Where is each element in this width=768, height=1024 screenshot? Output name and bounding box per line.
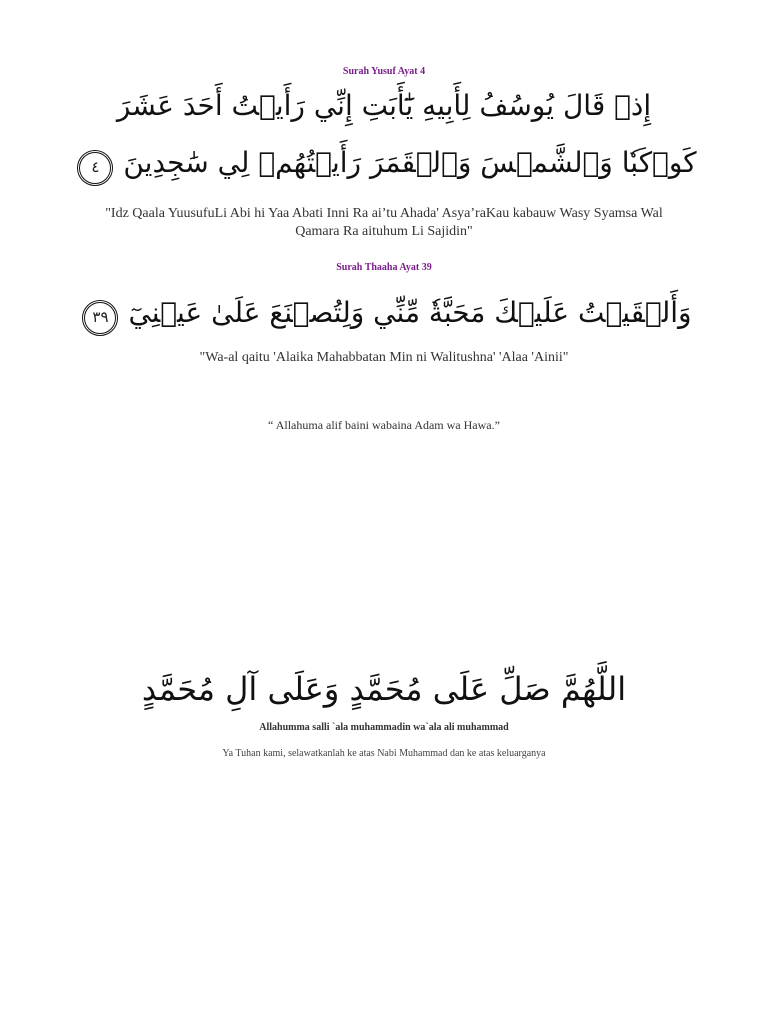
yusuf-transliteration-line-1: "Idz Qaala YuusufuLi Abi hi Yaa Abati Inni Ra ai’tu Ahada' Asya’raKau kabauw Wasy Syamsa Wal — [105, 206, 663, 221]
thaaha-transliteration: "Wa-al qaitu 'Alaika Mahabbatan Min ni Walitushna' 'Alaa 'Ainii" — [199, 350, 569, 365]
yusuf-arabic-line-1: إِذۡ قَالَ يُوسُفُ لِأَبِيهِ يَٰٓأَبَتِ إِنِّي رَأَيۡتُ أَحَدَ عَشَرَ — [116, 89, 652, 122]
ayah-number-marker: ٣٩ — [82, 300, 118, 336]
thaaha-arabic-line: وَأَلۡقَيۡتُ عَلَيۡكَ مَحَبَّةٗ مِّنِّي وَلِتُصۡنَعَ عَلَىٰ عَيۡنِيٓ — [128, 296, 692, 329]
ayah-number-marker: ٤ — [77, 150, 113, 186]
salawat-translation: Ya Tuhan kami, selawatkanlah ke atas Nabi Muhammad dan ke atas keluarganya — [222, 748, 546, 759]
yusuf-transliteration-line-2: Qamara Ra aituhum Li Sajidin" — [295, 224, 473, 239]
surah-yusuf-heading: Surah Yusuf Ayat 4 — [342, 66, 426, 77]
yusuf-arabic-line-2-row — [0, 140, 768, 186]
thaaha-arabic-row — [0, 290, 768, 336]
yusuf-transliteration — [0, 205, 768, 241]
surah-thaaha-heading: Surah Thaaha Ayat 39 — [336, 262, 432, 273]
salawat-arabic: اللَّهُمَّ صَلِّ عَلَى مُحَمَّدٍ وَعَلَى آلِ مُحَمَّدٍ — [141, 670, 627, 708]
yusuf-arabic-line-2: كَوۡكَبٗا وَٱلشَّمۡسَ وَٱلۡقَمَرَ رَأَيۡتُهُمۡ لِي سَٰجِدِينَ — [123, 146, 697, 179]
prayer-text: “ Allahuma alif baini wabaina Adam wa Hawa.” — [268, 418, 500, 432]
salawat-transliteration: Allahumma salli `ala muhammadin wa`ala ali muhammad — [259, 722, 509, 733]
